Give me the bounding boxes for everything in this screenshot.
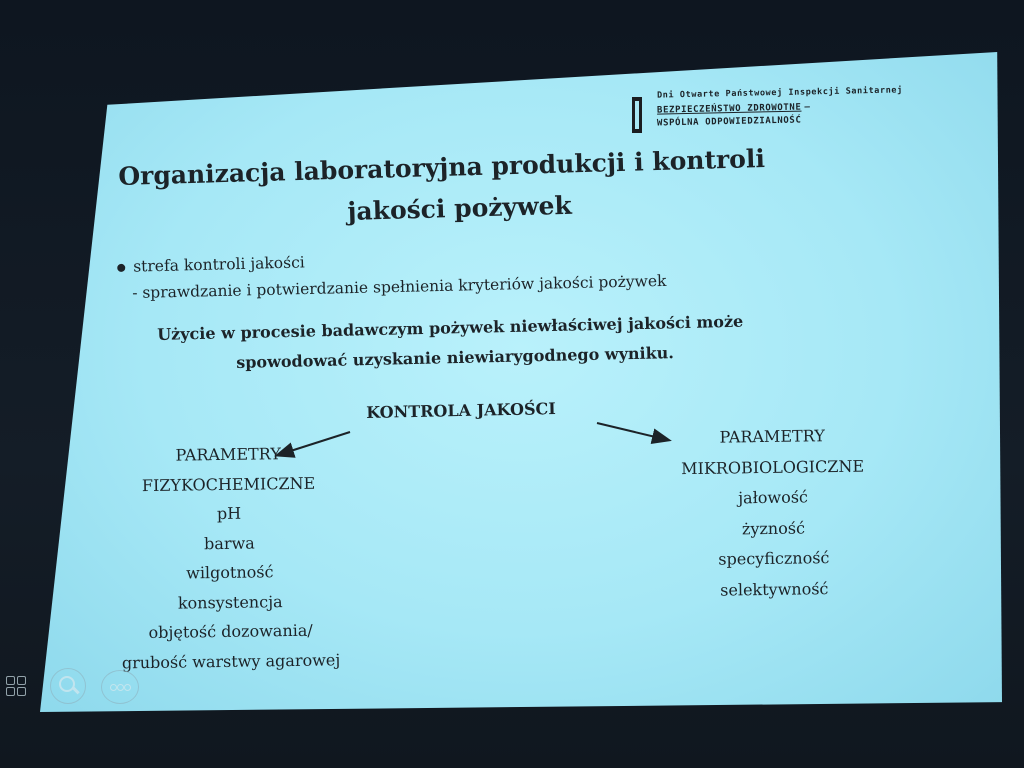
slide-title-line-2: jakości pożywek	[347, 190, 573, 226]
warning-line-2: spowodować uzyskanie niewiarygodnego wyniku.	[236, 343, 675, 372]
bullet-text: strefa kontroli jakości	[132, 253, 305, 276]
more-icon[interactable]	[101, 670, 139, 704]
logo-line-2-dash: –	[804, 102, 811, 113]
left-col-item: PARAMETRY	[175, 444, 281, 465]
right-col-item: selektywność	[720, 578, 829, 600]
left-col-item: wilgotność	[186, 562, 274, 583]
right-col-item: żyzność	[741, 517, 806, 538]
left-col-item: pH	[216, 503, 242, 524]
slide-title-line-1: Organizacja laboratoryjna produkcji i kontroli	[118, 143, 766, 191]
left-col-item: grubość warstwy agarowej	[121, 649, 341, 672]
warning-line-1: Użycie w procesie badawczym pożywek niewłaściwej jakości może	[157, 311, 744, 344]
logo-line-3: WSPÓLNA ODPOWIEDZIALNOŚĆ	[656, 115, 802, 129]
quality-control-label: KONTROLA JAKOŚCI	[366, 399, 556, 422]
sub-point: - sprawdzanie i potwierdzanie spełnienia kryteriów jakości pożywek	[132, 271, 667, 302]
left-col-item: FIZYKOCHEMICZNE	[141, 473, 316, 495]
right-col-item: PARAMETRY	[719, 426, 825, 447]
zoom-icon[interactable]	[50, 668, 86, 704]
right-col-item: MIKROBIOLOGICZNE	[681, 456, 865, 478]
right-col-item: specyficzność	[718, 548, 830, 569]
left-col-item: objętość dozowania/	[148, 620, 313, 643]
logo-line-2-text: BEZPIECZEŃSTWO ZDROWOTNE	[656, 102, 802, 116]
logo-line-1: Dni Otwarte Państwowej Inspekcji Sanitarnej	[656, 85, 903, 101]
left-col-item: konsystencja	[177, 591, 283, 613]
left-col-item: barwa	[203, 533, 255, 553]
left-column-list	[78, 438, 381, 678]
right-column-list	[622, 420, 925, 607]
right-col-item: jałowość	[737, 487, 809, 508]
grid-icon[interactable]	[4, 674, 28, 698]
